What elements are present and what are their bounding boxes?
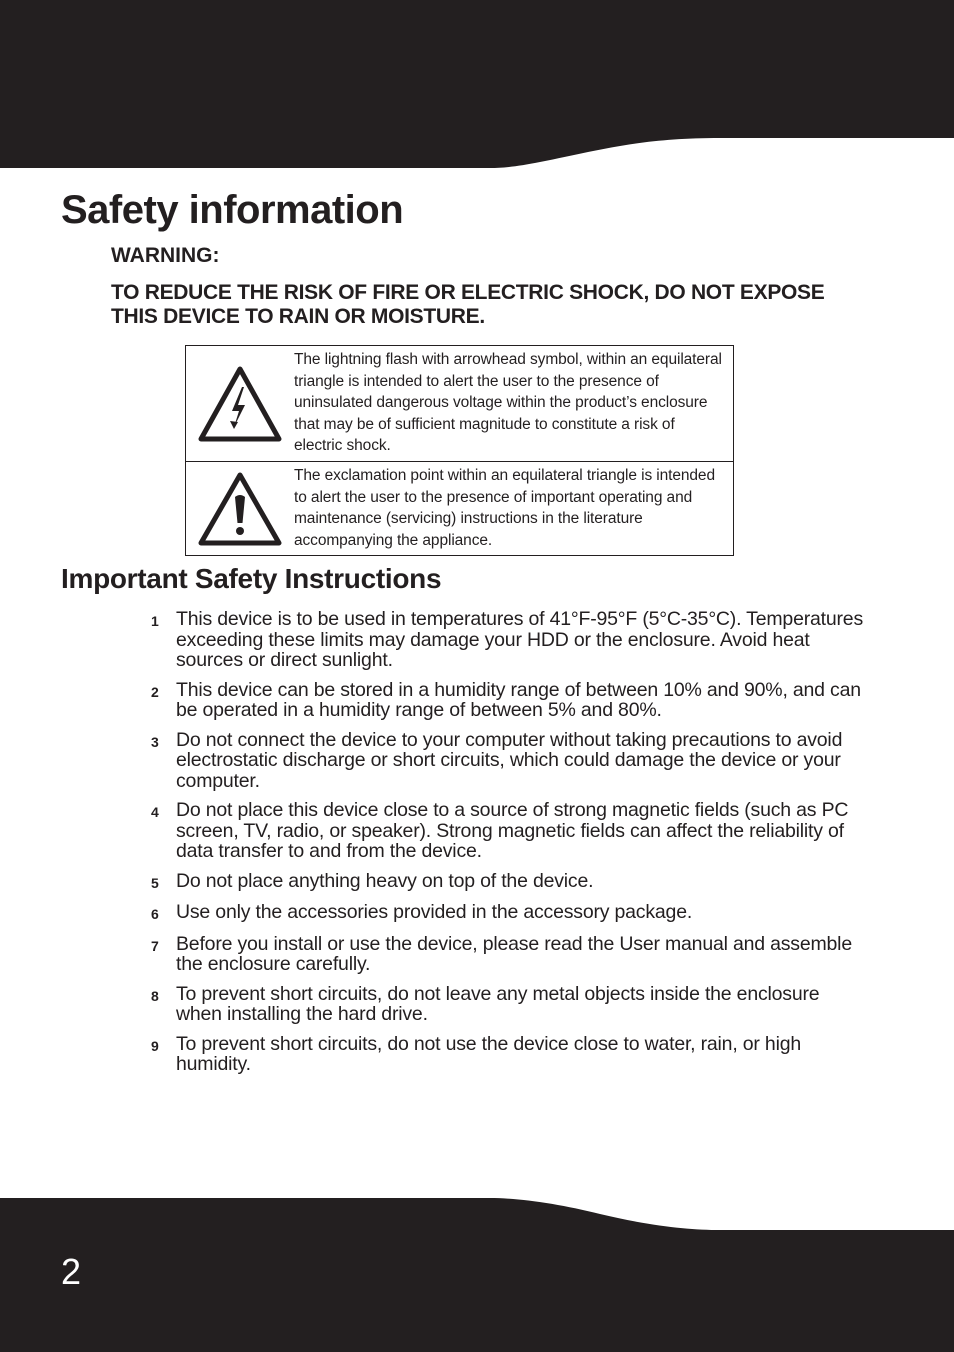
item-number: 1 bbox=[151, 613, 159, 629]
list-item bbox=[148, 730, 868, 792]
item-text: To prevent short circuits, do not leave any metal objects inside the enclosure when installing the hard drive. bbox=[176, 982, 820, 1025]
lightning-symbol-description: The lightning flash with arrowhead symbol, within an equilateral triangle is intended to alert the user to the presence of uninsulated dangerous voltage within the product’s enclosure that may be of sufficient magnitude to constitute a risk of electric shock. bbox=[294, 351, 722, 454]
section-title: Important Safety Instructions bbox=[61, 563, 442, 594]
footer-band bbox=[0, 1196, 954, 1352]
item-number: 8 bbox=[151, 987, 159, 1004]
item-number: 7 bbox=[151, 937, 159, 954]
item-text: Do not place this device close to a source of strong magnetic fields (such as PC screen, TV, radio, or speaker). Strong magnetic fields can affect the reliability of data transfer to and from the device. bbox=[176, 799, 849, 862]
symbol-row-exclamation bbox=[186, 461, 733, 555]
page-title: Safety information bbox=[61, 188, 404, 232]
item-text: This device is to be used in temperatures of 41°F-95°F (5°C-35°C). Temperatures exceeding these limits may damage your HDD or the enclosure. Avoid heat sources or direct sunlight. bbox=[176, 608, 864, 671]
list-item bbox=[148, 871, 868, 894]
list-item bbox=[148, 609, 868, 671]
exclamation-symbol-description: The exclamation point within an equilateral triangle is intended to alert the user to the presence of important operating and maintenance (servicing) instructions in the literature accompanying the appliance. bbox=[294, 467, 715, 549]
item-text: This device can be stored in a humidity range of between 10% and 90%, and can be operated in a humidity range of between 5% and 80%. bbox=[176, 678, 861, 721]
item-text: To prevent short circuits, do not use the device close to water, rain, or high humidity. bbox=[176, 1032, 801, 1075]
item-number: 2 bbox=[151, 683, 159, 700]
list-item bbox=[148, 984, 868, 1025]
lightning-warning-icon bbox=[186, 346, 293, 461]
item-text: Do not connect the device to your computer without taking precautions to avoid electrostatic discharge or short circuits, which could damage the device or your computer. bbox=[176, 728, 843, 792]
list-item bbox=[148, 902, 868, 925]
item-text: Do not place anything heavy on top of the device. bbox=[176, 869, 594, 892]
item-text: Use only the accessories provided in the accessory package. bbox=[176, 901, 693, 923]
list-item bbox=[148, 680, 868, 721]
page-number: 2 bbox=[61, 1251, 82, 1292]
safety-symbols-table bbox=[185, 345, 734, 556]
instructions-list bbox=[148, 609, 868, 1084]
symbol-row-lightning bbox=[186, 346, 733, 461]
warning-text: TO REDUCE THE RISK OF FIRE OR ELECTRIC SHOCK, DO NOT EXPOSE THIS DEVICE TO RAIN OR MOISTURE. bbox=[111, 281, 825, 328]
item-number: 9 bbox=[151, 1037, 159, 1054]
item-number: 3 bbox=[151, 733, 159, 750]
item-text: Before you install or use the device, please read the User manual and assemble the enclosure carefully. bbox=[176, 932, 852, 975]
item-number: 4 bbox=[151, 804, 159, 820]
item-number: 6 bbox=[151, 906, 159, 922]
exclamation-warning-icon bbox=[186, 462, 293, 555]
list-item bbox=[148, 1034, 868, 1075]
warning-label: WARNING: bbox=[111, 244, 220, 267]
list-item bbox=[148, 934, 868, 975]
list-item bbox=[148, 800, 868, 862]
item-number: 5 bbox=[151, 874, 159, 891]
header-band bbox=[0, 0, 954, 170]
